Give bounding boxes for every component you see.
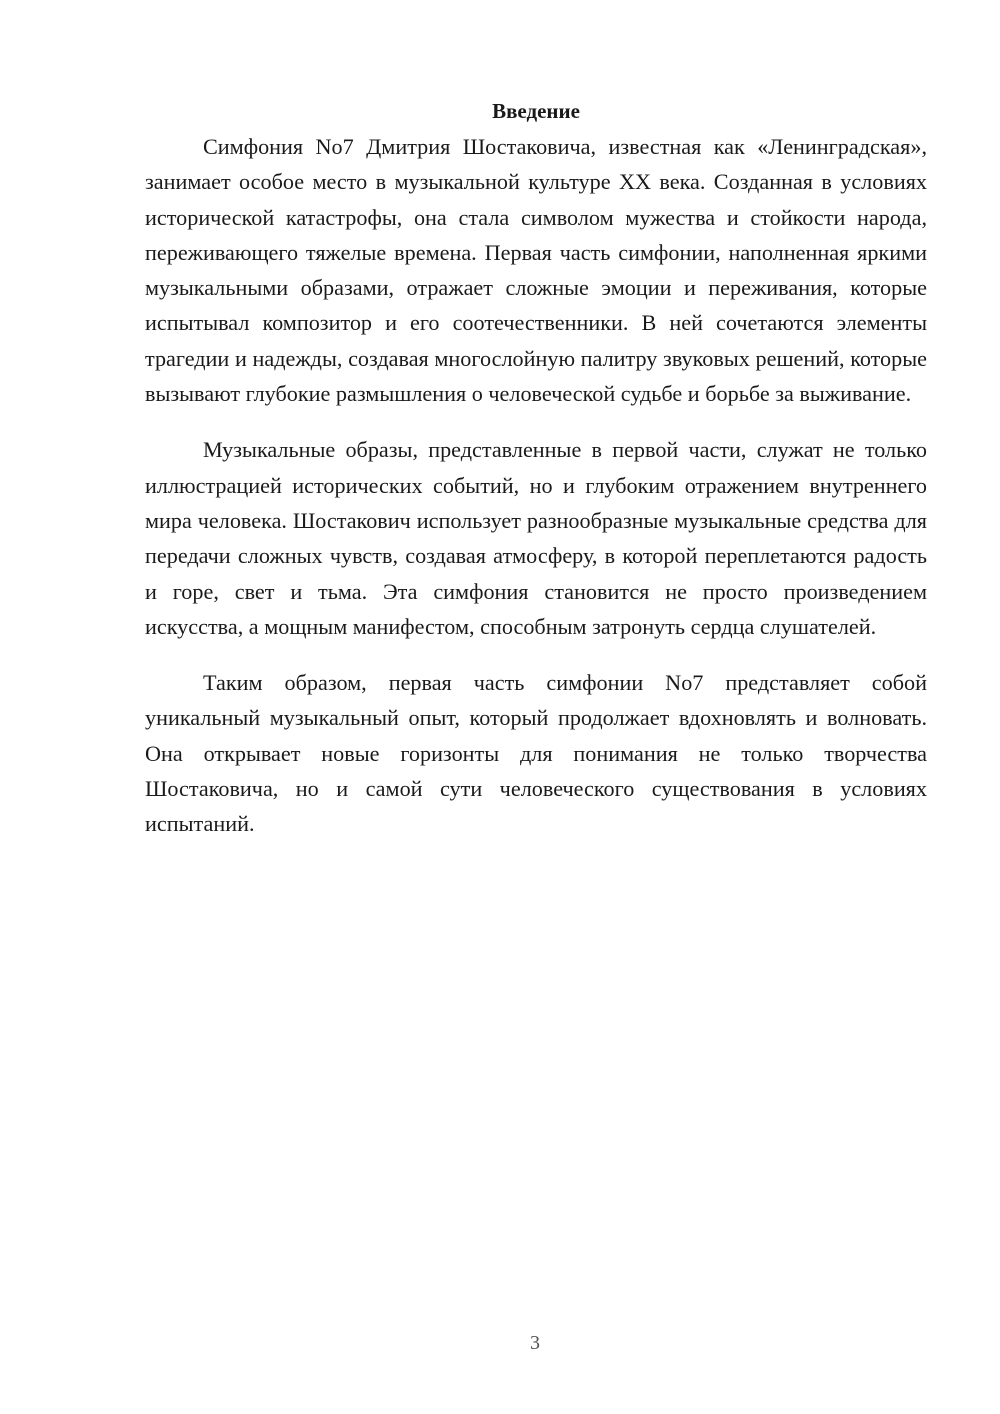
paragraph-1: Симфония No7 Дмитрия Шостаковича, известная как «Ленинградская», занимает особое место в музыкальной культуре XX века. Созданная в условиях исторической катастрофы, она стала символом мужества и стойкости народа, переживающего тяжелые времена. Первая часть симфонии, наполненная яркими музыкальными образами, отражает сложные эмоции и переживания, которые испытывал композитор и его соотечественники. В ней сочетаются элементы трагедии и надежды, создавая многослойную палитру звуковых решений, которые вызывают глубокие размышления о человеческой судьбе и борьбе за выживание. [145,134,927,407]
page-content [145,94,927,863]
section-heading: Введение [492,99,580,123]
paragraph-2: Музыкальные образы, представленные в первой части, служат не только иллюстрацией исторических событий, но и глубоким отражением внутреннего мира человека. Шостакович использует разнообразные музыкальные средства для передачи сложных чувств, создавая атмосферу, в которой переплетаются радость и горе, свет и тьма. Эта симфония становится не просто произведением искусства, а мощным манифестом, способным затронуть сердца слушателей. [145,437,927,639]
page-number: 3 [530,1332,540,1354]
paragraph-3: Таким образом, первая часть симфонии No7 представляет собой уникальный музыкальный опыт, который продолжает вдохновлять и волновать. Она открывает новые горизонты для понимания не только творчества Шостаковича, но и самой сути человеческого существования в условиях испытаний. [145,670,927,837]
